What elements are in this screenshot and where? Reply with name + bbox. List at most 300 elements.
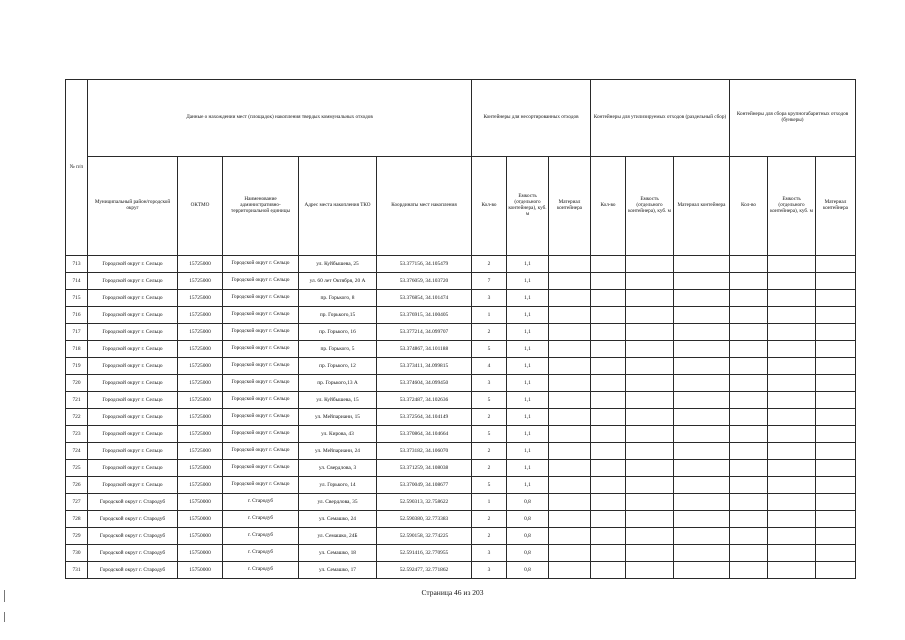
row-number: 729 [66,528,88,545]
row-coords: 52.590380, 32.773383 [377,511,472,528]
row-admin-unit: г. Стародуб [223,511,299,528]
row-number: 720 [66,375,88,392]
row-unsorted-material [549,426,591,443]
header-unsorted-capacity: Емкость (отдельного контейнера), куб. м [507,157,549,256]
row-recyclable-material [674,358,730,375]
row-unsorted-count: 3 [472,290,507,307]
row-bulky-count [730,528,768,545]
row-admin-unit: Городской округ г. Сельцо [223,409,299,426]
header-address: Адрес места накопления ТКО [299,157,377,256]
row-bulky-count [730,358,768,375]
row-number: 719 [66,358,88,375]
row-number: 715 [66,290,88,307]
row-unsorted-count: 5 [472,341,507,358]
row-oktmo: 15750000 [178,494,223,511]
row-unsorted-capacity: 1,1 [507,358,549,375]
row-unsorted-capacity: 0,8 [507,511,549,528]
scan-margin-mark [4,612,5,622]
row-bulky-material [816,494,856,511]
row-unsorted-count: 2 [472,443,507,460]
row-number: 730 [66,545,88,562]
row-recyclable-count [591,358,626,375]
row-number: 727 [66,494,88,511]
row-municipality: Городской округ г. Сельцо [88,273,178,290]
row-admin-unit: Городской округ г. Сельцо [223,273,299,290]
row-unsorted-capacity: 0,8 [507,545,549,562]
header-group-unsorted: Контейнеры для несортированных отходов [472,80,591,157]
row-coords: 53.374867, 34.101188 [377,341,472,358]
row-unsorted-count: 2 [472,256,507,273]
row-bulky-capacity [768,307,816,324]
row-coords: 53.373182, 34.106070 [377,443,472,460]
row-recyclable-material [674,273,730,290]
row-admin-unit: Городской округ г. Сельцо [223,477,299,494]
row-admin-unit: Городской округ г. Сельцо [223,443,299,460]
row-address: пр. Горького,15 [299,307,377,324]
row-unsorted-material [549,273,591,290]
row-recyclable-capacity [626,256,674,273]
row-address: ул. Свердлова, 35 [299,494,377,511]
row-admin-unit: г. Стародуб [223,562,299,579]
row-oktmo: 15725000 [178,256,223,273]
row-number: 723 [66,426,88,443]
row-bulky-material [816,324,856,341]
row-coords: 52.590158, 32.774225 [377,528,472,545]
row-bulky-material [816,460,856,477]
table-row [66,392,856,409]
row-municipality: Городской округ г. Стародуб [88,494,178,511]
row-admin-unit: Городской округ г. Сельцо [223,290,299,307]
row-oktmo: 15750000 [178,545,223,562]
row-number: 728 [66,511,88,528]
waste-sites-table [65,79,856,579]
row-bulky-material [816,358,856,375]
row-unsorted-capacity: 0,8 [507,494,549,511]
row-oktmo: 15750000 [178,528,223,545]
row-recyclable-material [674,426,730,443]
row-number: 716 [66,307,88,324]
row-recyclable-count [591,392,626,409]
row-unsorted-capacity: 1,1 [507,273,549,290]
row-unsorted-capacity: 1,1 [507,290,549,307]
row-coords: 53.376915, 34.100405 [377,307,472,324]
row-municipality: Городской округ г. Стародуб [88,528,178,545]
row-unsorted-count: 2 [472,528,507,545]
row-coords: 53.373411, 34.099815 [377,358,472,375]
row-oktmo: 15725000 [178,375,223,392]
row-coords: 53.377214, 34.099707 [377,324,472,341]
row-recyclable-count [591,273,626,290]
row-bulky-count [730,426,768,443]
row-recyclable-capacity [626,341,674,358]
row-bulky-material [816,443,856,460]
table-row [66,341,856,358]
row-bulky-material [816,307,856,324]
row-unsorted-capacity: 1,1 [507,256,549,273]
row-municipality: Городской округ г. Сельцо [88,409,178,426]
row-bulky-capacity [768,477,816,494]
row-bulky-capacity [768,290,816,307]
row-unsorted-count: 2 [472,511,507,528]
row-unsorted-capacity: 1,1 [507,392,549,409]
table-row [66,256,856,273]
row-recyclable-material [674,562,730,579]
row-unsorted-material [549,477,591,494]
row-address: ул. Мейпариани, 15 [299,409,377,426]
row-number: 721 [66,392,88,409]
header-number: № п/п [66,80,88,256]
row-recyclable-capacity [626,290,674,307]
row-recyclable-capacity [626,528,674,545]
row-bulky-material [816,477,856,494]
row-municipality: Городской округ г. Сельцо [88,392,178,409]
row-oktmo: 15725000 [178,324,223,341]
row-bulky-capacity [768,443,816,460]
row-recyclable-capacity [626,511,674,528]
row-bulky-material [816,375,856,392]
row-oktmo: 15725000 [178,426,223,443]
row-unsorted-capacity: 1,1 [507,477,549,494]
row-unsorted-capacity: 1,1 [507,460,549,477]
row-recyclable-material [674,511,730,528]
row-bulky-count [730,562,768,579]
row-number: 718 [66,341,88,358]
row-bulky-count [730,273,768,290]
row-bulky-capacity [768,375,816,392]
row-oktmo: 15725000 [178,358,223,375]
row-recyclable-material [674,494,730,511]
row-unsorted-count: 5 [472,392,507,409]
row-bulky-capacity [768,409,816,426]
row-bulky-count [730,256,768,273]
row-unsorted-count: 2 [472,460,507,477]
row-unsorted-capacity: 1,1 [507,443,549,460]
row-coords: 53.372564, 34.104149 [377,409,472,426]
row-recyclable-capacity [626,409,674,426]
row-recyclable-count [591,545,626,562]
row-admin-unit: Городской округ г. Сельцо [223,358,299,375]
row-recyclable-capacity [626,324,674,341]
row-coords: 53.370049, 34.108677 [377,477,472,494]
row-unsorted-count: 2 [472,409,507,426]
row-bulky-count [730,409,768,426]
row-coords: 53.376059, 34.103720 [377,273,472,290]
row-unsorted-material [549,528,591,545]
row-bulky-count [730,545,768,562]
row-address: пр. Горького, 12 [299,358,377,375]
table-row [66,324,856,341]
row-bulky-count [730,375,768,392]
row-bulky-count [730,511,768,528]
row-address: ул. Мейпариани, 24 [299,443,377,460]
row-oktmo: 15725000 [178,273,223,290]
row-number: 724 [66,443,88,460]
row-unsorted-material [549,511,591,528]
row-municipality: Городской округ г. Сельцо [88,460,178,477]
row-recyclable-material [674,290,730,307]
row-address: ул. Куйбышева, 25 [299,256,377,273]
table-row [66,358,856,375]
row-municipality: Городской округ г. Сельцо [88,341,178,358]
header-group-bulky: Контейнеры для сбора крупногабаритных отходов (бункеры) [730,80,856,157]
row-recyclable-material [674,409,730,426]
row-bulky-count [730,477,768,494]
header-bulky-capacity: Емкость (отдельного контейнера), куб. м [768,157,816,256]
row-bulky-material [816,273,856,290]
row-bulky-count [730,443,768,460]
row-admin-unit: Городской округ г. Сельцо [223,256,299,273]
row-address: ул. Куйбышева, 15 [299,392,377,409]
row-unsorted-material [549,324,591,341]
row-recyclable-material [674,460,730,477]
row-bulky-material [816,511,856,528]
row-coords: 52.592477, 32.771862 [377,562,472,579]
row-number: 731 [66,562,88,579]
row-bulky-material [816,341,856,358]
row-municipality: Городской округ г. Сельцо [88,358,178,375]
row-recyclable-capacity [626,375,674,392]
row-recyclable-capacity [626,494,674,511]
row-recyclable-count [591,494,626,511]
row-municipality: Городской округ г. Сельцо [88,290,178,307]
header-municipality: Муниципальный район/городской округ [88,157,178,256]
row-address: ул. Семашко, 24Б [299,528,377,545]
header-recyclable-material: Материал контейнера [674,157,730,256]
row-address: ул. 60 лет Октября, 20 А [299,273,377,290]
row-recyclable-count [591,477,626,494]
table-row [66,290,856,307]
row-bulky-material [816,409,856,426]
row-municipality: Городской округ г. Стародуб [88,562,178,579]
row-unsorted-capacity: 1,1 [507,409,549,426]
row-unsorted-count: 1 [472,307,507,324]
row-recyclable-material [674,545,730,562]
header-unsorted-material: Материал контейнера [549,157,591,256]
row-address: ул. Горького, 14 [299,477,377,494]
row-unsorted-capacity: 1,1 [507,375,549,392]
row-bulky-count [730,494,768,511]
table-row [66,511,856,528]
row-bulky-material [816,392,856,409]
row-recyclable-count [591,341,626,358]
row-unsorted-material [549,256,591,273]
row-bulky-capacity [768,494,816,511]
row-number: 722 [66,409,88,426]
row-bulky-material [816,562,856,579]
row-unsorted-count: 5 [472,477,507,494]
row-oktmo: 15725000 [178,307,223,324]
row-unsorted-capacity: 0,8 [507,562,549,579]
row-unsorted-material [549,443,591,460]
row-unsorted-count: 4 [472,358,507,375]
row-coords: 52.591416, 32.770955 [377,545,472,562]
row-bulky-capacity [768,460,816,477]
row-recyclable-count [591,409,626,426]
row-unsorted-count: 1 [472,494,507,511]
row-unsorted-count: 3 [472,375,507,392]
row-unsorted-count: 7 [472,273,507,290]
row-number: 717 [66,324,88,341]
row-unsorted-material [549,392,591,409]
header-group-recyclable: Контейнеры для утилизируемых отходов (раздельный сбор) [591,80,730,157]
row-oktmo: 15725000 [178,341,223,358]
row-unsorted-count: 5 [472,426,507,443]
row-address: пр. Горького, 8 [299,290,377,307]
row-bulky-count [730,324,768,341]
row-recyclable-count [591,375,626,392]
row-oktmo: 15725000 [178,443,223,460]
row-recyclable-count [591,256,626,273]
row-oktmo: 15750000 [178,511,223,528]
row-recyclable-count [591,511,626,528]
row-recyclable-count [591,426,626,443]
row-bulky-capacity [768,562,816,579]
row-recyclable-capacity [626,392,674,409]
table-row [66,562,856,579]
row-recyclable-capacity [626,426,674,443]
row-number: 713 [66,256,88,273]
row-oktmo: 15725000 [178,290,223,307]
row-admin-unit: Городской округ г. Сельцо [223,426,299,443]
row-coords: 53.370864, 34.104664 [377,426,472,443]
row-unsorted-material [549,358,591,375]
table-row [66,477,856,494]
row-oktmo: 15750000 [178,562,223,579]
row-coords: 53.376854, 34.101474 [377,290,472,307]
row-bulky-capacity [768,528,816,545]
row-unsorted-capacity: 1,1 [507,341,549,358]
scan-margin-mark [4,590,5,602]
row-municipality: Городской округ г. Сельцо [88,375,178,392]
row-municipality: Городской округ г. Сельцо [88,324,178,341]
row-unsorted-material [549,494,591,511]
row-recyclable-count [591,290,626,307]
row-bulky-count [730,290,768,307]
row-address: ул. Семашко, 18 [299,545,377,562]
row-recyclable-capacity [626,562,674,579]
row-recyclable-material [674,392,730,409]
row-admin-unit: Городской округ г. Сельцо [223,392,299,409]
row-address: ул. Семашко, 24 [299,511,377,528]
table-row [66,307,856,324]
row-recyclable-material [674,307,730,324]
row-bulky-capacity [768,273,816,290]
header-admin-unit: Наименование административно-территориальной единицы [223,157,299,256]
row-recyclable-count [591,528,626,545]
row-bulky-count [730,392,768,409]
row-number: 725 [66,460,88,477]
row-number: 726 [66,477,88,494]
row-bulky-material [816,528,856,545]
row-recyclable-capacity [626,443,674,460]
row-address: ул. Семашко, 17 [299,562,377,579]
row-bulky-material [816,256,856,273]
row-municipality: Городской округ г. Стародуб [88,511,178,528]
row-oktmo: 15725000 [178,477,223,494]
row-bulky-capacity [768,511,816,528]
row-address: ул. Кирова, 43 [299,426,377,443]
row-oktmo: 15725000 [178,409,223,426]
row-unsorted-material [549,375,591,392]
row-municipality: Городской округ г. Сельцо [88,307,178,324]
row-bulky-capacity [768,324,816,341]
row-municipality: Городской округ г. Стародуб [88,545,178,562]
table-row [66,375,856,392]
row-unsorted-material [549,460,591,477]
header-recyclable-capacity: Емкость (отдельного контейнера), куб. м [626,157,674,256]
row-unsorted-material [549,545,591,562]
table-row [66,460,856,477]
row-recyclable-count [591,307,626,324]
header-recyclable-count: Кол-во [591,157,626,256]
row-bulky-material [816,290,856,307]
row-address: пр. Горького, 16 [299,324,377,341]
row-address: ул. Свердлова, 3 [299,460,377,477]
row-recyclable-count [591,460,626,477]
row-admin-unit: Городской округ г. Сельцо [223,341,299,358]
row-bulky-count [730,460,768,477]
row-bulky-count [730,307,768,324]
row-recyclable-capacity [626,477,674,494]
row-recyclable-capacity [626,460,674,477]
row-bulky-material [816,545,856,562]
row-admin-unit: г. Стародуб [223,545,299,562]
row-recyclable-capacity [626,307,674,324]
row-recyclable-material [674,443,730,460]
row-coords: 52.590313, 32.758622 [377,494,472,511]
row-municipality: Городской округ г. Сельцо [88,426,178,443]
row-recyclable-count [591,562,626,579]
row-recyclable-count [591,324,626,341]
row-unsorted-count: 2 [472,324,507,341]
page-number: Страница 46 из 203 [421,588,484,597]
row-bulky-capacity [768,256,816,273]
table-row [66,273,856,290]
header-coords: Координаты мест накопления [377,157,472,256]
row-admin-unit: Городской округ г. Сельцо [223,460,299,477]
row-unsorted-capacity: 1,1 [507,324,549,341]
row-bulky-capacity [768,545,816,562]
row-unsorted-material [549,562,591,579]
table-row [66,494,856,511]
row-admin-unit: Городской округ г. Сельцо [223,307,299,324]
table-row [66,528,856,545]
header-oktmo: ОКТМО [178,157,223,256]
row-bulky-material [816,426,856,443]
row-unsorted-capacity: 1,1 [507,426,549,443]
header-bulky-count: Кол-во [730,157,768,256]
row-unsorted-material [549,341,591,358]
row-oktmo: 15725000 [178,392,223,409]
row-unsorted-capacity: 0,8 [507,528,549,545]
row-unsorted-material [549,290,591,307]
row-recyclable-material [674,375,730,392]
row-number: 714 [66,273,88,290]
table-row [66,545,856,562]
row-recyclable-capacity [626,273,674,290]
row-coords: 53.374604, 34.099450 [377,375,472,392]
row-bulky-capacity [768,358,816,375]
header-unsorted-count: Кол-во [472,157,507,256]
row-admin-unit: Городской округ г. Сельцо [223,375,299,392]
row-recyclable-capacity [626,358,674,375]
row-address: пр. Горького,13 А [299,375,377,392]
row-municipality: Городской округ г. Сельцо [88,477,178,494]
row-recyclable-capacity [626,545,674,562]
row-recyclable-count [591,443,626,460]
row-municipality: Городской округ г. Сельцо [88,256,178,273]
row-recyclable-material [674,324,730,341]
